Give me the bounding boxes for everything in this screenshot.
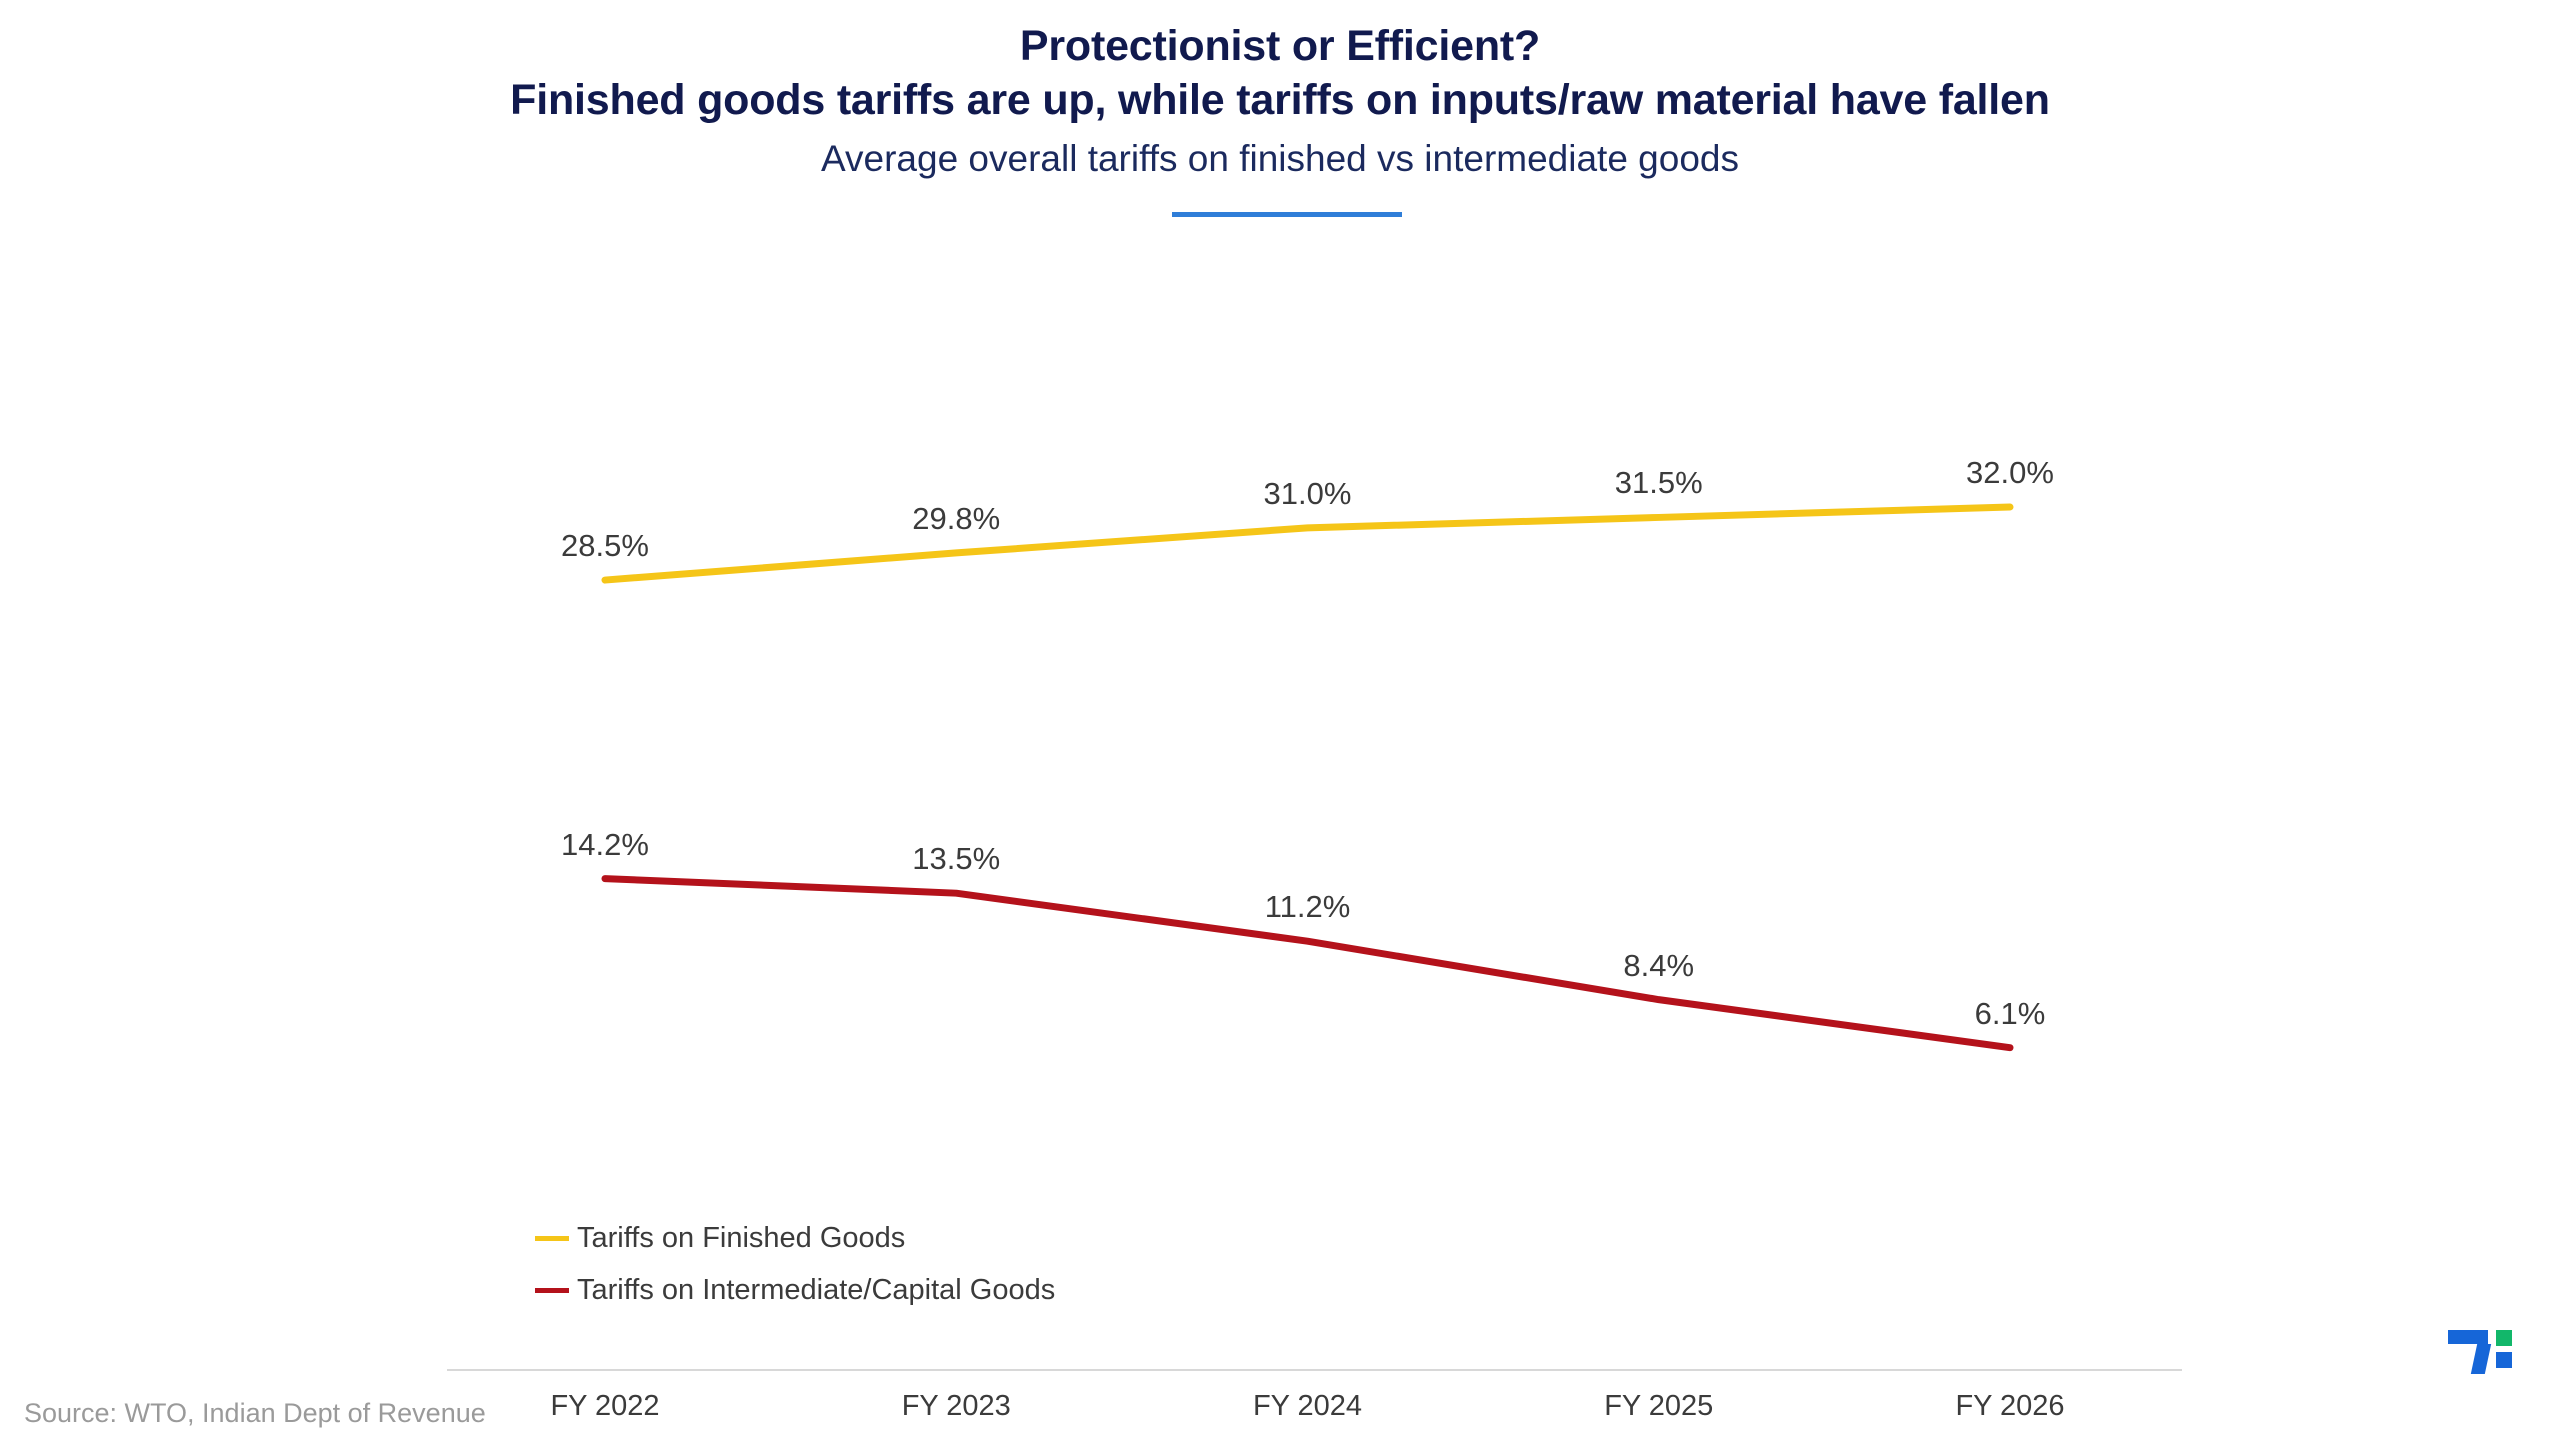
legend-color-swatch-icon bbox=[535, 1236, 569, 1241]
company-logo bbox=[2448, 1330, 2516, 1402]
x-axis-tick: FY 2022 bbox=[550, 1390, 660, 1422]
legend-item-finished-goods[interactable] bbox=[535, 1212, 1055, 1264]
data-label: 14.2% bbox=[561, 826, 649, 862]
logo-shape-green-square-icon bbox=[2496, 1330, 2512, 1346]
data-label: 28.5% bbox=[561, 528, 649, 564]
logo-shape-stem-icon bbox=[2471, 1344, 2491, 1374]
title-line-1: Protectionist or Efficient? bbox=[1019, 22, 1541, 70]
chart-subtitle: Average overall tariffs on finished vs intermediate goods bbox=[821, 137, 1739, 179]
x-axis-tick: FY 2024 bbox=[1252, 1390, 1363, 1422]
series-line-finished-goods bbox=[605, 507, 2010, 580]
data-label: 11.2% bbox=[1264, 889, 1351, 925]
x-axis-tick: FY 2025 bbox=[1604, 1390, 1714, 1422]
legend-label-finished-goods: Tariffs on Finished Goods bbox=[577, 1221, 906, 1254]
legend-item-intermediate-goods[interactable] bbox=[535, 1264, 1055, 1316]
data-label: 31.5% bbox=[1614, 465, 1703, 501]
data-label: 13.5% bbox=[912, 841, 1001, 877]
data-label: 31.0% bbox=[1263, 475, 1352, 511]
data-label: 29.8% bbox=[912, 500, 1001, 536]
source-note: Source: WTO, Indian Dept of Revenue bbox=[24, 1398, 486, 1428]
legend-color-swatch-icon bbox=[535, 1288, 569, 1293]
legend-label-intermediate-goods: Tariffs on Intermediate/Capital Goods bbox=[577, 1273, 1056, 1306]
logo-shape-bar-icon bbox=[2448, 1330, 2488, 1344]
data-label: 32.0% bbox=[1966, 455, 2054, 490]
x-axis-tick: FY 2023 bbox=[901, 1390, 1011, 1422]
title-line-2: Finished goods tariffs are up, while tariffs on inputs/raw material have fallen bbox=[510, 75, 2050, 124]
logo-shape-blue-square-icon bbox=[2496, 1352, 2512, 1368]
data-label: 8.4% bbox=[1623, 947, 1695, 983]
x-axis-line bbox=[447, 1369, 2182, 1371]
x-axis-tick: FY 2026 bbox=[1955, 1390, 2065, 1422]
data-label: 6.1% bbox=[1974, 995, 2046, 1031]
chart-legend bbox=[535, 1212, 1055, 1316]
